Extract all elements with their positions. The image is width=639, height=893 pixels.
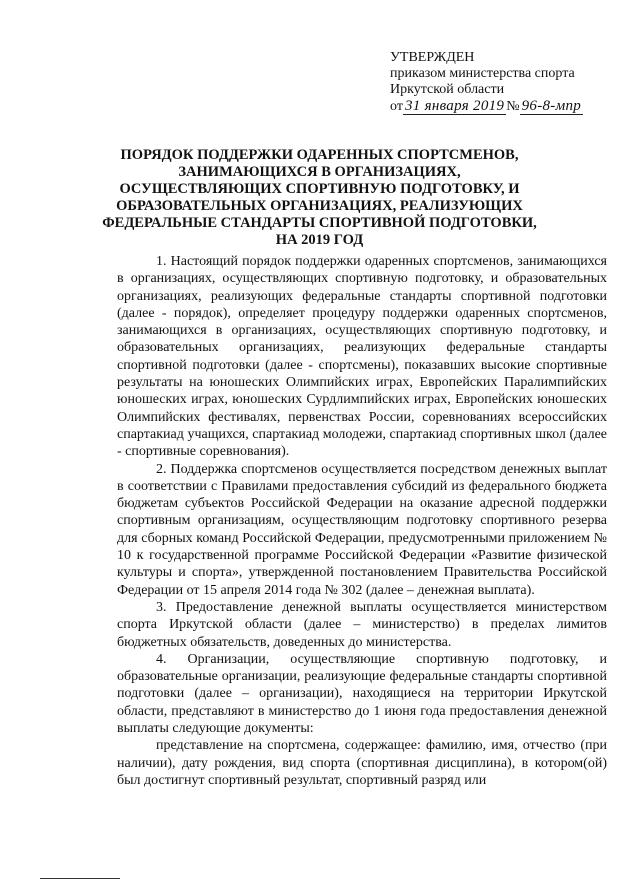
paragraph: 4. Организации, осуществляющие спортивную подготовку, и образовательные организации, реализующие федеральные стандарты спортивной подготовки (далее – организации), находящиеся на территории Иркутской области, представляют в министерство до 1 июня года предоставления денежной выплаты следующие документы: bbox=[117, 651, 607, 737]
paragraph: представление на спортсмена, содержащее: фамилию, имя, отчество (при наличии), дату рождения, вид спорта (спортивная дисциплина), в котором(ой) был достигнут спортивный результат, спортивный разряд или bbox=[117, 738, 607, 788]
approval-date-line bbox=[390, 98, 583, 115]
document-title: ПОРЯДОК ПОДДЕРЖКИ ОДАРЕННЫХ СПОРТСМЕНОВ, ЗАНИМАЮЩИХСЯ В ОРГАНИЗАЦИЯХ, ОСУЩЕСТВЛЯЮЩИХ СПОРТИВНУЮ ПОДГОТОВКУ, И ОБРАЗОВАТЕЛЬНЫХ ОРГАНИЗАЦИЯХ, РЕАЛИЗУЮЩИХ ФЕДЕРАЛЬНЫЕ СТАНДАРТЫ СПОРТИВНОЙ ПОДГОТОВКИ, НА 2019 ГОД bbox=[102, 147, 537, 248]
paragraph: 1. Настоящий порядок поддержки одаренных спортсменов, занимающихся в организациях, осуществляющих спортивную подготовку, и образовательных организациях, реализующих федеральные стандарты спортивной подготовки (далее - порядок), определяет процедуру поддержки одаренных спортсменов, занимающихся в организациях, осуществляющих спортивную подготовку, и образовательных организациях, реализующих федеральные стандарты спортивной подготовки (далее - спортсмены), показавших высокие спортивные результаты на юношеских Олимпийских играх, Европейских Паралимпийских юношеских играх, юношеских Сурдлимпийских играх, Европейских юношеских Олимпийских фестивалях, первенствах России, соревнованиях всероссийских спартакиад учащихся, спартакиад молодежи, спартакиад спортивных школ (далее - спортивные соревнования). bbox=[117, 254, 607, 460]
footnote-divider bbox=[40, 878, 120, 879]
paragraph: 3. Предоставление денежной выплаты осуществляется министерством спорта Иркутской области (далее – министерство) в пределах лимитов бюджетных обязательств, доведенных до министерства. bbox=[117, 599, 607, 650]
handwritten-date: 31 января 2019 bbox=[404, 98, 505, 114]
approval-from-prefix: от bbox=[390, 99, 403, 114]
approval-stamp bbox=[390, 50, 583, 115]
approval-heading: УТВЕРЖДЕН bbox=[390, 50, 475, 65]
document-body bbox=[117, 253, 607, 789]
handwritten-number: 96-8-мпр bbox=[521, 98, 582, 114]
approval-order-line: приказом министерства спорта bbox=[390, 66, 575, 81]
approval-number-prefix: № bbox=[506, 99, 520, 114]
paragraph: 2. Поддержка спортсменов осуществляется посредством денежных выплат в соответствии с Правилами предоставления субсидий из федерального бюджета бюджетам субъектов Российской Федерации на оказание адресной поддержки спортивным организациям, осуществляющим подготовку спортивного резерва для сборных команд Российской Федерации, предусмотренными приложением № 10 к государственной программе Российской Федерации «Развитие физической культуры и спорта», утвержденной постановлением Правительства Российской Федерации от 15 апреля 2014 года № 302 (далее – денежная выплата). bbox=[117, 461, 607, 598]
approval-region-line: Иркутской области bbox=[390, 82, 505, 97]
